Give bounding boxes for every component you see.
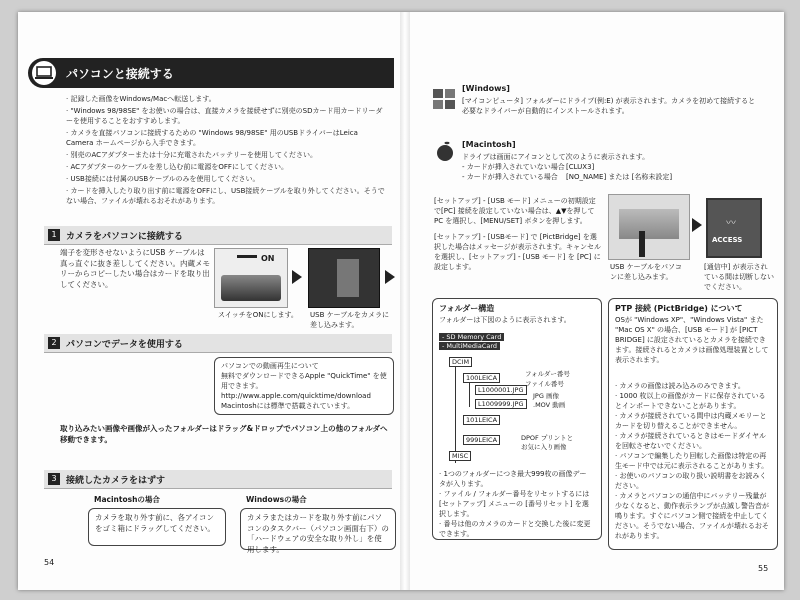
- note-file-number: ファイル番号: [525, 380, 564, 388]
- intro-bullets: [66, 94, 386, 208]
- folder-intro: フォルダーは下図のように表示されます。: [439, 316, 571, 324]
- mac-heading: [Macintosh]: [462, 140, 516, 149]
- page-title: パソコンと接続する: [66, 67, 174, 81]
- bullet: · 別売のACアダプターまたは十分に充電されたバッテリーを使用してください。: [66, 151, 318, 159]
- windows-heading: Windowsの場合: [246, 495, 307, 504]
- section-number: 3: [48, 473, 60, 485]
- section-1-heading: [44, 226, 392, 245]
- caption-usb: USB ケーブルをカメラに差し込みます。: [310, 311, 389, 329]
- tree-line: [455, 367, 456, 463]
- bullet: · カメラが接続されている間中は内蔵メモリーとカードを切り替えることができません。: [615, 412, 767, 430]
- tree-line: [469, 383, 470, 407]
- section-title: カメラをパソコンに接続する: [66, 232, 183, 242]
- note-text: 無料でダウンロードできるApple "QuickTime" を使用できます。: [221, 372, 387, 390]
- mac-row: - カードが挿入されている場合: [462, 173, 558, 181]
- windows-logo-icon: [432, 88, 456, 110]
- bullet: · カメラを直接パソコンに接続するための "Windows 98/98SE" 用のUSBドライバーはLeica Camera ホームページから入手できます。: [66, 129, 358, 147]
- sd-card-label: - SD Memory Card: [439, 333, 504, 341]
- step-arrow-icon: [385, 270, 395, 284]
- bullet: · カメラが接続されているときはモードダイヤルを回転させないでください。: [615, 432, 766, 450]
- usb-cable: [639, 231, 645, 257]
- ptp-title: PTP 接続 (PictBridge) について: [615, 304, 743, 313]
- note-mov: .MOV 動画: [533, 401, 566, 409]
- note-folder-number: フォルダー番号: [525, 370, 570, 378]
- access-label: ACCESS: [712, 236, 743, 244]
- bullet: · 記録した画像をWindows/Macへ転送します。: [66, 95, 216, 103]
- bullet: · 1つのフォルダーにつき最大999枚の画像データが入ります。: [439, 470, 587, 488]
- bullet: · "Windows 98/98SE" をお使いの場合は、直接カメラを接続せずに別売のSDカード用カードリーダーを使用することをおすすめします。: [66, 107, 383, 125]
- section-1-text: 端子を変形させないようにUSB ケーブルは真っ直ぐに抜き差ししてください。内蔵メモリーからコピーしたい場合はカードを取り出してください。: [60, 248, 210, 289]
- mac-remove-box: カメラを取り外す前に、各アイコンをゴミ箱にドラッグしてください。: [88, 508, 226, 546]
- bullet: · カメラの画像は読み込みのみできます。: [615, 382, 745, 390]
- bullet: · ACアダプターのケーブルを差し込む前に電源をOFFにしてください。: [66, 163, 288, 171]
- bullet: · ファイル / フォルダー番号をリセットするには [セットアップ] メニューの [番号リセット] を選択します。: [439, 490, 590, 518]
- caption-pc: USB ケーブルをパソコンに差し込みます。: [610, 263, 682, 281]
- folder-dcim: DCIM: [449, 357, 472, 367]
- laptop-usb-illustration: [608, 194, 690, 260]
- bullet: · カードを挿入したり取り出す前に電源をOFFにし、USB接続ケーブルを取り外してください。そうでない場合、ファイルが壊れるおそれがあります。: [66, 187, 385, 205]
- quicktime-url: http://www.apple.com/quicktime/download: [221, 392, 371, 400]
- folder-999leica: 999LEICA: [463, 435, 500, 445]
- windows-text: [マイコンピュータ] フォルダーにドライブ(例:E) が表示されます。カメラを初めて接続すると必要なドライバーが自動的にインストールされます。: [462, 97, 756, 115]
- file-last: L1009999.JPG: [475, 399, 527, 409]
- access-screen: [706, 198, 762, 258]
- section-number: 2: [48, 337, 60, 349]
- mac-text: ドライブは画面にアイコンとして次のように表示されます。: [462, 153, 650, 161]
- file-first: L1000001.JPG: [475, 385, 527, 395]
- folder-101leica: 101LEICA: [463, 415, 500, 425]
- windows-heading: [Windows]: [462, 84, 510, 93]
- mac-row-value: [CLUX3]: [566, 163, 595, 171]
- ptp-box: [608, 298, 778, 550]
- bullet: · お使いのパソコンの取り扱い説明書をお読みください。: [615, 472, 767, 490]
- section-title: パソコンでデータを使用する: [66, 340, 183, 350]
- folder-title: フォルダー構造: [439, 304, 495, 313]
- book-gutter: [400, 12, 410, 590]
- section-2-heading: [44, 334, 392, 353]
- apple-logo-icon: [436, 140, 454, 162]
- note-text: Macintoshには標準で搭載されています。: [221, 402, 355, 410]
- ptp-text: OSが "Windows XP"、"Windows Vista" また "Mac OS X" の場合、[USB モード] が [PICT BRIDGE] に設定されているとカメラを接続できます。接続されるとカメラは画像処理装置として表示されます。: [615, 316, 769, 364]
- note-favorites: お気に入り画像: [521, 443, 567, 451]
- mac-row-value: [NO_NAME] または [名称未設定]: [566, 173, 673, 181]
- left-page: [18, 12, 400, 590]
- bullet: · パソコンで編集したり回転した画像は特定の再生モード中では元に表示されることがあります。: [615, 452, 769, 470]
- step-arrow-icon: [292, 270, 302, 284]
- windows-remove-box: カメラまたはカードを取り外す前にパソコンのタスクバー（パソコン画面右下）の「ハードウェアの安全な取り外し」を使用します。: [240, 508, 396, 550]
- on-label: ON: [261, 254, 275, 263]
- camera-switch-illustration: [214, 248, 288, 308]
- note-jpg: JPG 画像: [533, 392, 559, 400]
- mac-row: - カードが挿入されていない場合: [462, 163, 565, 171]
- bullet: · 番号は他のカメラのカードと交換した後に変更できます。: [439, 520, 591, 538]
- folder-100leica: 100LEICA: [463, 373, 500, 383]
- setup-text-2: [セットアップ] - [USBモード] で [PictBridge] を選択した場合はメッセージが表示されます。キャンセルを選択し、[セットアップ] - [USB モード] を [PC] に設定します。: [434, 233, 602, 271]
- right-page: [410, 12, 784, 590]
- bullet: · 1000 枚以上の画像がカードに保存されているとインポートできないことがあります。: [615, 392, 766, 410]
- folder-structure-box: [432, 298, 602, 540]
- ptp-bullets: [615, 381, 771, 541]
- caption-switch: スイッチをONにします。: [218, 311, 298, 319]
- step-arrow-icon: [692, 218, 702, 232]
- note-dpof: DPOF プリントと: [521, 434, 574, 442]
- mmc-label: - MultiMediaCard: [439, 342, 500, 350]
- section-2-text: 取り込みたい画像や画像が入ったフォルダーはドラッグ&ドロップでパソコン上の他のフォルダへ移動できます。: [60, 424, 388, 444]
- folder-misc: MISC: [449, 451, 471, 461]
- bullet: · USB接続には付属のUSBケーブルのみを使用してください。: [66, 175, 260, 183]
- camera-body: [221, 275, 281, 301]
- section-number: 1: [48, 229, 60, 241]
- page-number: 55: [758, 564, 769, 573]
- activity-icon: 〰: [726, 218, 736, 229]
- page-header: [28, 58, 394, 88]
- laptop-body: [619, 209, 679, 239]
- caption-access: [通信中] が表示されている間は切断しないでください。: [704, 263, 774, 291]
- computer-icon: [32, 61, 56, 85]
- quicktime-note-box: [214, 357, 394, 415]
- note-title: パソコンでの動画再生について: [221, 362, 319, 370]
- setup-text-1: [セットアップ] - [USB モード] メニューの初期設定で[PC] 接続を設定していない場合は、▲▼を押してPC を選択し、[MENU/SET] ボタンを押します。: [434, 197, 596, 225]
- folder-bullets: [439, 469, 593, 539]
- bullet: · カメラとパソコンの通信中にバッテリー残量が少なくなると、動作表示ランプが点滅し警告音が鳴ります。すぐにパソコン側で接続を中止してください。そうでない場合、ファイルが壊れるおそれがあります。: [615, 492, 769, 540]
- page-number: 54: [44, 558, 55, 567]
- usb-port-illustration: [308, 248, 380, 308]
- usb-cable: [337, 259, 359, 297]
- section-title: 接続したカメラをはずす: [66, 476, 166, 486]
- arrow-right-icon: [237, 255, 257, 258]
- section-3-heading: [44, 470, 392, 489]
- mac-heading: Macintoshの場合: [94, 495, 160, 504]
